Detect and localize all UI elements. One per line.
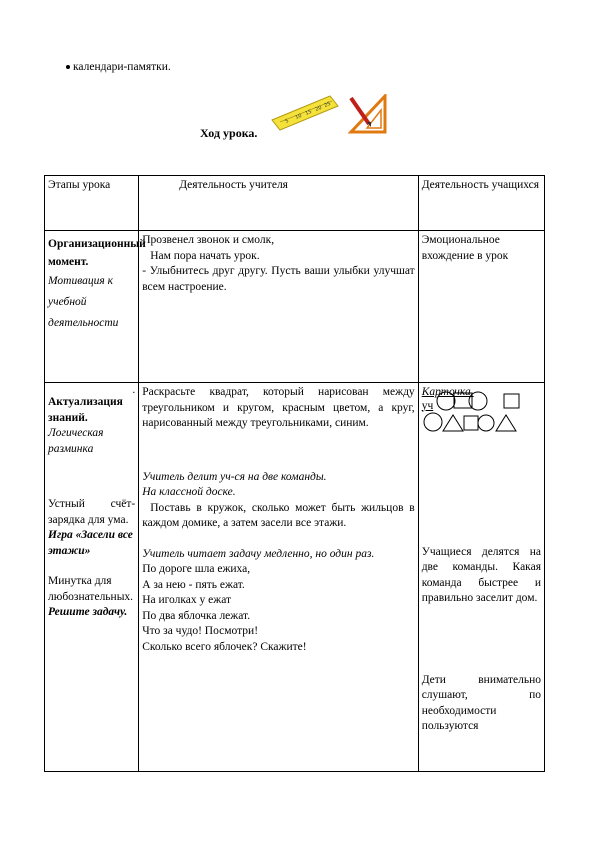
teacher-task: Поставь в кружок, сколько может быть жильцов в каждом домике, а затем засели все этажи. xyxy=(142,501,415,529)
page-title: Ход урока. xyxy=(200,126,258,140)
ruler-mark: 15 xyxy=(304,108,313,117)
teacher-task: Раскрасьте квадрат, который нарисован между треугольником и кругом, красным цветом, а круг, нарисованный между треугольниками, синим. xyxy=(142,386,415,429)
stage-subtitle: Игра «Засели все этажи» xyxy=(48,529,133,557)
square-shape xyxy=(504,394,519,408)
poem-line: Сколько всего яблочек? Скажите! xyxy=(142,640,307,653)
header-stage: Этапы урока xyxy=(45,176,139,231)
teacher-cell xyxy=(139,383,419,772)
poem-line: По два яблочка лежат. xyxy=(142,609,251,622)
bullet-text: календари-памятки. xyxy=(73,61,171,73)
table-header-row xyxy=(45,176,545,231)
ruler-mark: 20 xyxy=(314,104,323,113)
poem-line: Что за чудо! Посмотри! xyxy=(142,625,259,637)
teacher-cell xyxy=(139,231,419,383)
triangle-shape xyxy=(443,415,463,431)
lesson-table xyxy=(44,175,545,772)
circle-shape xyxy=(437,392,455,410)
stage-title: Устный счёт-зарядка для ума. xyxy=(48,498,136,526)
triangle-shape xyxy=(496,415,516,431)
students-cell: Эмоциональное вхождение в урок xyxy=(418,231,544,383)
teacher-line: Прозвенел звонок и смолк, xyxy=(142,234,275,246)
stage-subtitle: Логическая разминка xyxy=(48,427,104,455)
students-cell xyxy=(418,383,544,772)
set-square-pencil-icon xyxy=(345,94,395,142)
teacher-note: Учитель делит уч-ся на две команды. xyxy=(142,470,327,483)
teacher-note: На классной доске. xyxy=(142,486,236,498)
card-sub: уч xyxy=(421,399,434,412)
teacher-note: Учитель читает задачу медленно, но один раз. xyxy=(142,547,375,560)
poem-line: По дороге шла ежиха, xyxy=(142,563,251,575)
shapes-card xyxy=(421,399,541,443)
teacher-line: Нам пора начать урок. xyxy=(150,249,260,262)
bullet-dot xyxy=(66,65,70,69)
stage-cell xyxy=(45,383,139,772)
stage-title: Организационный момент. xyxy=(48,238,146,268)
poem-line: На иголках у ежат xyxy=(142,594,232,606)
ruler-icon xyxy=(270,92,340,138)
circle-shape xyxy=(478,415,494,431)
table-row xyxy=(45,383,545,772)
poem-line: А за нею - пять ежат. xyxy=(142,578,245,591)
stage-subtitle: Решите задачу. xyxy=(48,606,128,618)
square-shape xyxy=(464,416,478,430)
card-title: Карточка. xyxy=(421,386,474,398)
circle-shape xyxy=(424,413,442,431)
stage-dot: . xyxy=(132,384,136,396)
ruler-mark: 25 xyxy=(323,100,332,109)
ruler-mark: 10 xyxy=(294,112,303,121)
students-activity: Дети внимательно слушают, по необходимости пользуются xyxy=(421,673,541,732)
ruler-mark: 5 xyxy=(284,118,290,125)
bullet-item xyxy=(66,60,171,76)
stage-title: Минутка для любознательных. xyxy=(48,575,134,603)
stage-cell xyxy=(45,231,146,383)
header-teacher: Деятельность учителя xyxy=(139,176,419,231)
stage-subtitle: Мотивация к учебной деятельности xyxy=(48,275,119,329)
table-row xyxy=(45,231,545,383)
students-activity: Учащиеся делятся на две команды. Какая команда быстрее и правильно заселит дом. xyxy=(421,545,541,604)
stage-title: Актуализация знаний. xyxy=(48,396,123,424)
header-students: Деятельность учащихся xyxy=(418,176,544,231)
teacher-line: - Улыбнитесь друг другу. Пусть ваши улыбки улучшат всем настроение. xyxy=(142,265,415,293)
